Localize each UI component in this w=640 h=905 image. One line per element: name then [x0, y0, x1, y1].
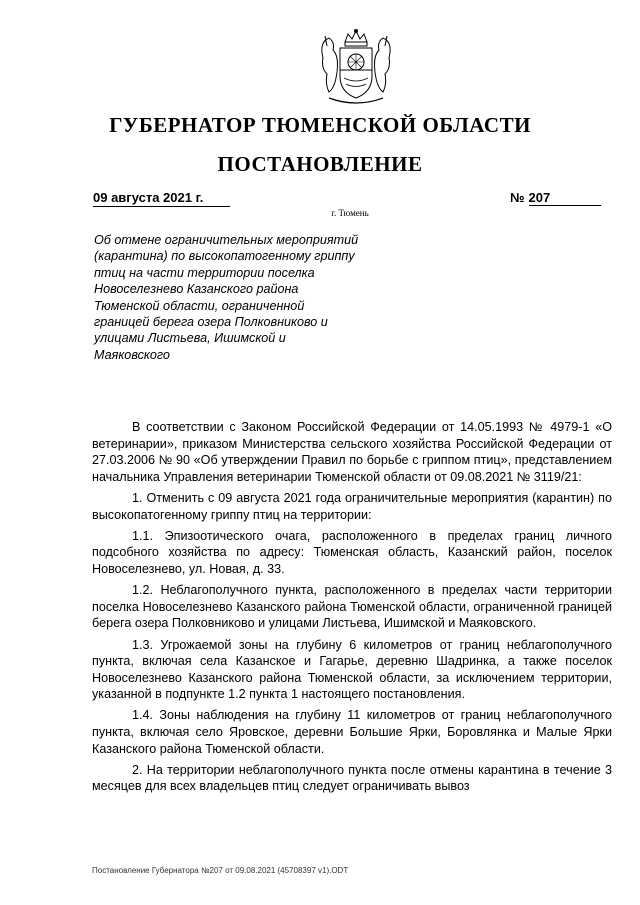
tyumen-coat-of-arms-icon: [315, 28, 397, 106]
document-city: г. Тюмень: [331, 208, 369, 218]
document-footer: Постановление Губернатора №207 от 09.08.2021 (45708397 v1).ODT: [92, 866, 349, 875]
paragraph-1-2: 1.2. Неблагополучного пункта, расположенного в пределах части территории поселка Новоселезнево Казанского района Тюменской области, ограниченной границей берега озера Полковниково и улицами Листьева, Ишимской и Маяковского.: [92, 583, 612, 631]
number-value: 207: [529, 190, 601, 206]
number-label: №: [510, 190, 525, 205]
paragraph-1-1: 1.1. Эпизоотического очага, расположенного в пределах границ личного подсобного хозяйства по адресу: Тюменская область, Казанский район, поселок Новоселезнево, ул. Новая, д. 33.: [92, 528, 612, 576]
document-body: [92, 419, 612, 800]
paragraph-preamble: В соответствии с Законом Российской Федерации от 14.05.1993 № 4979-1 «О ветеринарии», приказом Министерства сельского хозяйства Российской Федерации от 27.03.2006 № 90 «Об утверждении Правил по борьбе с гриппом птиц», представлением начальника Управления ветеринарии Тюменской области от 09.08.2021 № 3119/21:: [92, 420, 612, 484]
governor-title: ГУБЕРНАТОР ТЮМЕНСКОЙ ОБЛАСТИ: [109, 113, 531, 137]
paragraph-1: 1. Отменить с 09 августа 2021 года ограничительные мероприятия (карантин) по высокопатогенному гриппу птиц на территории:: [92, 490, 612, 522]
paragraph-1-4: 1.4. Зоны наблюдения на глубину 11 километров от границ неблагополучного пункта, включая село Яровское, деревни Большие Ярки, Боровлянка и Малые Ярки Казанского района Тюменской области.: [92, 708, 612, 756]
document-date: 09 августа 2021 г.: [93, 190, 230, 207]
paragraph-1-3: 1.3. Угрожаемой зоны на глубину 6 километров от границ неблагополучного пункта, включая села Казанское и Гагарье, деревню Шадринка, а также поселок Новоселезнево Казанского района Тюменской области, за исключением территории, указанной в подпункте 1.2 пункта 1 настоящего постановления.: [92, 637, 612, 702]
document-type: ПОСТАНОВЛЕНИЕ: [217, 152, 423, 176]
document-number: [510, 190, 603, 207]
paragraph-2: 2. На территории неблагополучного пункта после отмены карантина в течение 3 месяцев для всех владельцев птиц следует ограничивать вывоз: [92, 762, 612, 794]
document-subject: Об отмене ограничительных мероприятий (карантина) по высокопатогенному гриппу птиц на части территории поселка Новоселезнево Казанского района Тюменской области, ограниченной границей берега озера Полковниково и улицами Листьева, Ишимской и Маяковского: [94, 233, 359, 362]
